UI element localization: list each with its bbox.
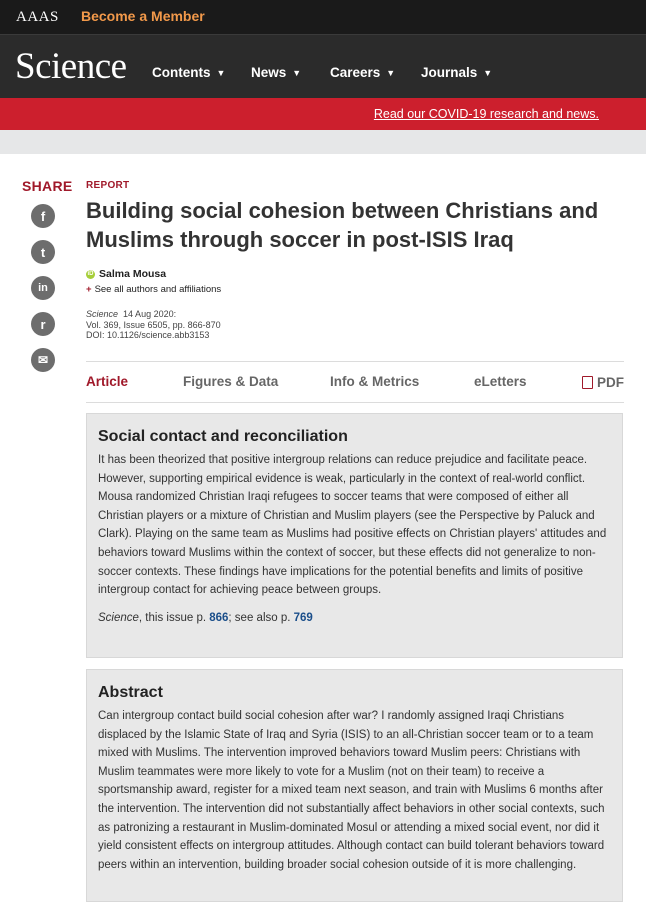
tab-figures-data[interactable]: Figures & Data (183, 374, 279, 389)
nav-careers[interactable] (330, 65, 395, 80)
citation-journal: Science (86, 309, 119, 319)
tab-article[interactable]: Article (86, 374, 129, 389)
reference-text-1: , this issue p. (138, 611, 210, 624)
orcid-icon[interactable]: iD (87, 271, 94, 277)
reference-page-link-2[interactable]: 769 (293, 611, 313, 624)
covid-banner (0, 98, 646, 130)
tab-eletters[interactable]: eLetters (474, 374, 527, 389)
abstract-box (86, 669, 623, 902)
aaas-top-bar (0, 0, 646, 34)
reference-page-link-1[interactable]: 866 (209, 611, 229, 624)
nav-careers-label: Careers (330, 65, 381, 80)
see-all-authors-link[interactable] (86, 284, 221, 295)
author-row (86, 268, 166, 280)
science-logo[interactable]: Science (15, 46, 127, 87)
article-tabs (86, 361, 624, 403)
article-type: REPORT (86, 180, 130, 191)
editor-summary-box (86, 413, 623, 658)
email-icon[interactable]: ✉ (31, 348, 55, 372)
reference-text-2: ; see also p. (228, 611, 294, 624)
chevron-down-icon: ▼ (292, 68, 302, 78)
abstract-heading: Abstract (98, 684, 163, 701)
aaas-logo[interactable]: AAAS (16, 9, 59, 25)
main-navbar (0, 34, 646, 98)
nav-news-label: News (251, 65, 287, 80)
nav-contents-label: Contents (152, 65, 211, 80)
linkedin-icon[interactable]: in (31, 276, 55, 300)
citation-date: 14 Aug 2020: (123, 309, 177, 319)
editor-summary-body: It has been theorized that positive intergroup relations can reduce prejudice and facilitate peace. However, supporting empirical evidence is weak, particularly in the context of real-world conflict. Mousa randomized Christian Iraqi refugees to soccer teams that were composed of either all Christian players or a mixture of Christian and Muslim players (see the Perspective by Paluck and Clark). Playing on the same team as Muslims had positive effects on Christian players' attitudes and behaviors toward Muslims within the context of soccer, but these effects did not generalize to non-soccer contexts. These findings have implications for the potential benefits and limits of positive intergroup contact for achieving peace between groups. (98, 454, 607, 597)
editor-summary-heading: Social contact and reconciliation (98, 428, 348, 445)
article-title: Building social cohesion between Christians and Muslims through soccer in post-ISIS Iraq (86, 198, 599, 252)
editor-summary-reference (98, 609, 610, 628)
plus-icon: + (86, 284, 92, 295)
reddit-icon[interactable]: r (31, 312, 55, 336)
share-label: SHARE (22, 178, 73, 194)
nav-journals-label: Journals (421, 65, 478, 80)
tab-info-metrics[interactable]: Info & Metrics (330, 374, 420, 389)
nav-contents[interactable] (152, 65, 225, 80)
facebook-icon[interactable]: f (31, 204, 55, 228)
twitter-icon[interactable]: t (31, 240, 55, 264)
tab-pdf-label: PDF (597, 375, 624, 390)
nav-journals[interactable] (421, 65, 492, 80)
author-name[interactable]: Salma Mousa (99, 268, 167, 280)
chevron-down-icon: ▼ (216, 68, 226, 78)
pdf-icon (582, 376, 593, 389)
chevron-down-icon: ▼ (386, 68, 396, 78)
abstract-body: Can intergroup contact build social cohesion after war? I randomly assigned Iraqi Christians displaced by the Islamic State of Iraq and Syria (ISIS) to an all-Christian soccer team or to a team mixed with Muslims. The intervention improved behaviors toward Muslim peers: Christians with Muslim teammates were more likely to vote for a Muslim (not on their team) to receive a sportsmanship award, register for a mixed team next season, and train with Muslims 6 months after the intervention. The intervention did not substantially affect behaviors in other social contexts, such as patronizing a restaurant in Muslim-dominated Mosul or attending a mixed social event, nor did it yield consistent effects on intergroup attitudes. Although contact can build tolerant behaviors toward peers within an intervention, building broader social cohesion outside of it is more challenging. (98, 710, 605, 871)
become-member-link[interactable]: Become a Member (81, 8, 205, 24)
covid-link[interactable]: Read our COVID-19 research and news. (373, 107, 599, 121)
nav-news[interactable] (251, 65, 301, 80)
section-divider (0, 130, 646, 154)
chevron-down-icon: ▼ (483, 68, 493, 78)
citation-volume: Vol. 369, Issue 6505, pp. 866-870 (86, 319, 221, 330)
see-all-authors-label: See all authors and affiliations (94, 284, 222, 295)
citation-block (86, 309, 221, 341)
reference-journal: Science (98, 611, 139, 624)
citation-doi[interactable]: DOI: 10.1126/science.abb3153 (86, 330, 210, 340)
tab-pdf[interactable] (582, 374, 624, 390)
